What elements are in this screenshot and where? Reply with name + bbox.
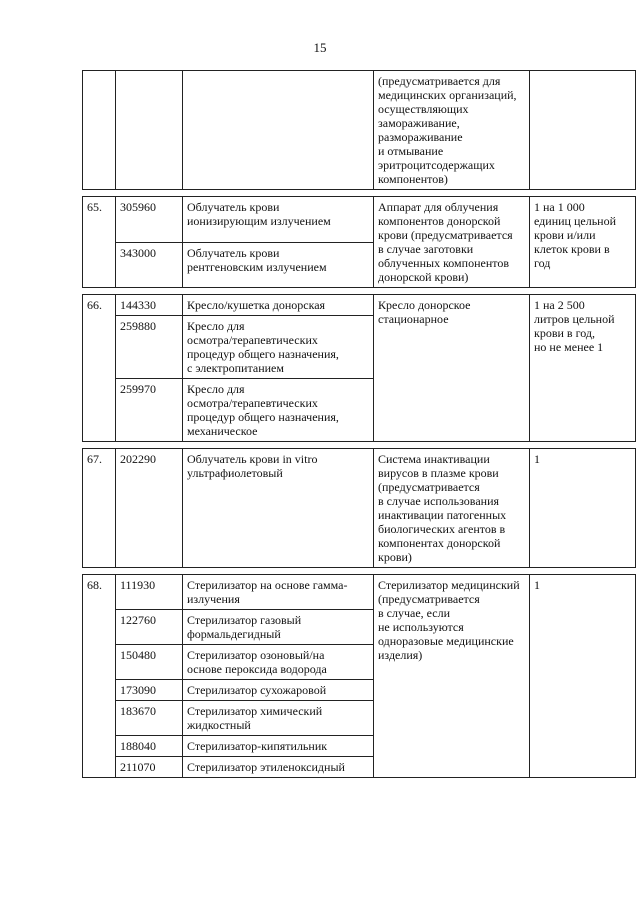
cell-name [183, 449, 374, 568]
quantity-text: 1 [534, 452, 540, 466]
cell-code: 259970 [116, 379, 183, 442]
row-separator [83, 288, 636, 295]
cell-number: 65. [83, 197, 116, 288]
cell-quantity [530, 295, 636, 442]
cell-code: 144330 [116, 295, 183, 316]
function-text: Система инактивации вирусов в плазме крови (предусматривается в случае использования инактивации патогенных биологических агентов в компонентах донорской крови) [378, 452, 507, 564]
table-row [83, 449, 636, 568]
cell-code: 111930 [116, 575, 183, 610]
separator-cell [83, 190, 636, 197]
cell-code: 211070 [116, 757, 183, 778]
cell-name [183, 701, 374, 736]
cell-quantity [530, 575, 636, 778]
name-text: Стерилизатор сухожаровой [187, 683, 327, 697]
cell-function [374, 575, 530, 778]
cell-name [183, 575, 374, 610]
cell-function [374, 449, 530, 568]
cell-name [183, 645, 374, 680]
cell-function [374, 71, 530, 190]
cell-code: 188040 [116, 736, 183, 757]
name-text: Стерилизатор озоновый/на основе пероксида водорода [187, 648, 327, 676]
cell-code: 122760 [116, 610, 183, 645]
equipment-table [82, 70, 636, 778]
separator-cell [83, 568, 636, 575]
cell-name [183, 757, 374, 778]
page-number: 15 [313, 40, 327, 55]
cell-code: 150480 [116, 645, 183, 680]
table-body [83, 71, 636, 778]
name-text: Облучатель крови рентгеновским излучением [187, 245, 327, 274]
cell-code: 305960 [116, 197, 183, 243]
quantity-text: 1 [534, 578, 540, 592]
separator-cell [83, 288, 636, 295]
name-text: Облучатель крови ионизирующим излучением [187, 200, 331, 228]
cell-code: 343000 [116, 242, 183, 288]
quantity-text: 1 на 1 000 единиц цельной крови и/или клеток крови в год [534, 200, 617, 270]
name-text: Стерилизатор-кипятильник [187, 739, 328, 753]
name-text: Кресло для осмотра/терапевтических процедур общего назначения, механическое [187, 382, 339, 438]
cell-code: 259880 [116, 316, 183, 379]
separator-cell [83, 442, 636, 449]
cell-name [183, 197, 374, 243]
cell-quantity [530, 71, 636, 190]
row-separator [83, 568, 636, 575]
cell-code [116, 71, 183, 190]
name-text: Стерилизатор химический жидкостный [187, 704, 323, 732]
cell-quantity [530, 449, 636, 568]
cell-code: 183670 [116, 701, 183, 736]
function-text: Кресло донорское стационарное [378, 298, 471, 326]
quantity-text: 1 на 2 500 литров цельной крови в год, но не менее 1 [534, 298, 615, 354]
row-separator [83, 190, 636, 197]
name-text: Стерилизатор этиленоксидный [187, 760, 345, 774]
cell-name [183, 316, 374, 379]
table-row [83, 575, 636, 610]
cell-number: 68. [83, 575, 116, 778]
cell-name [183, 610, 374, 645]
name-text: Стерилизатор газовый формальдегидный [187, 613, 302, 641]
table-row [83, 295, 636, 316]
function-text: Стерилизатор медицинский (предусматривается в случае, если не используются одноразовые медицинские изделия) [378, 578, 520, 662]
cell-function [374, 197, 530, 288]
cell-name [183, 295, 374, 316]
function-text: (предусматривается для медицинских организаций, осуществляющих замораживание, размораживание и отмывание эритроцитсодержащих компонентов) [378, 74, 517, 186]
cell-function [374, 295, 530, 442]
function-text: Аппарат для облучения компонентов донорской крови (предусматривается в случае заготовки облученных компонентов донорской крови) [378, 200, 513, 284]
name-text: Стерилизатор на основе гамма- излучения [187, 578, 348, 606]
name-text: Кресло для осмотра/терапевтических процедур общего назначения, с электропитанием [187, 319, 339, 375]
cell-name [183, 736, 374, 757]
cell-name [183, 71, 374, 190]
row-separator [83, 442, 636, 449]
cell-name [183, 680, 374, 701]
cell-number: 67. [83, 449, 116, 568]
cell-name [183, 379, 374, 442]
name-text: Кресло/кушетка донорская [187, 298, 326, 312]
cell-name [183, 242, 374, 288]
name-text: Облучатель крови in vitro ультрафиолетовый [187, 452, 318, 480]
cell-number [83, 71, 116, 190]
cell-code: 202290 [116, 449, 183, 568]
cell-number: 66. [83, 295, 116, 442]
cell-quantity [530, 197, 636, 288]
cell-code: 173090 [116, 680, 183, 701]
table-row [83, 197, 636, 243]
table-row-continuation [83, 71, 636, 190]
